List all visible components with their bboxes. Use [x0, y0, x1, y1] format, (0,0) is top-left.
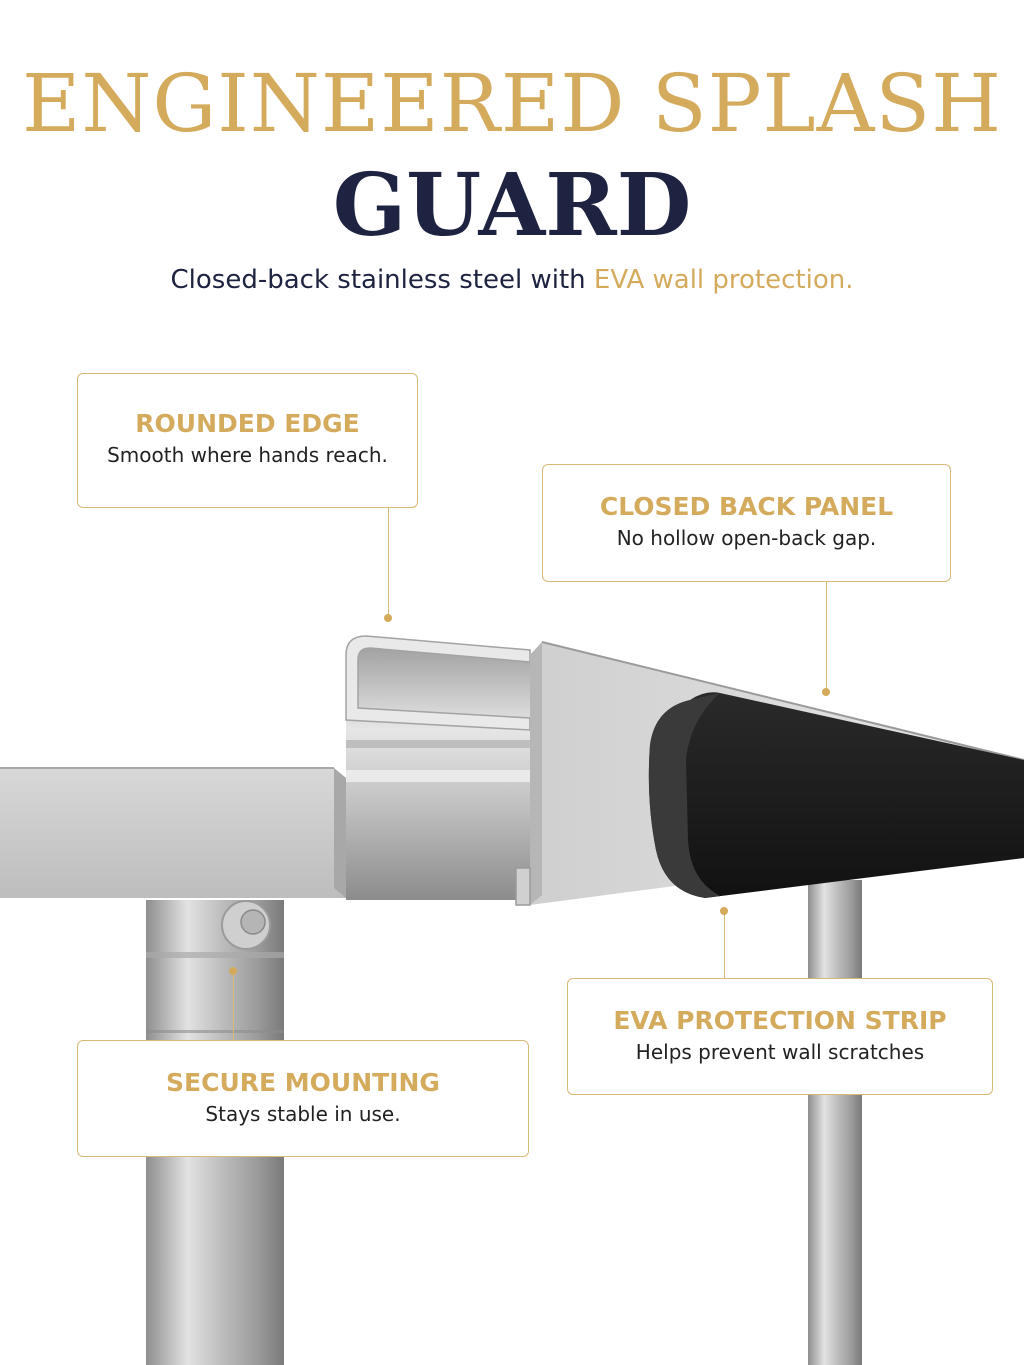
leader-line-rounded-edge: [388, 508, 389, 618]
subtitle-accent: EVA wall protection.: [593, 265, 854, 295]
subtitle: [0, 262, 1024, 298]
rounded-edge-channel: [346, 636, 530, 900]
leader-line-closed-back-panel: [826, 582, 827, 690]
leader-line-secure-mounting: [233, 974, 234, 1040]
callout-description: Stays stable in use.: [205, 1102, 401, 1126]
eva-foam-strip: [649, 692, 1024, 898]
callout-rounded-edge: [77, 373, 418, 508]
right-leg: [808, 880, 862, 1365]
headline-line-2: GUARD: [332, 155, 692, 256]
leader-dot-closed-back-panel: [822, 688, 830, 696]
leader-dot-eva-strip: [720, 907, 728, 915]
callout-secure-mounting: [77, 1040, 529, 1157]
callout-title: SECURE MOUNTING: [166, 1068, 440, 1097]
callout-closed-back-panel: [542, 464, 951, 582]
leader-dot-secure-mounting: [229, 967, 237, 975]
headline-line-1: ENGINEERED SPLASH: [21, 57, 1002, 150]
callout-eva-protection-strip: [567, 978, 993, 1095]
mounting-bolt: [222, 901, 270, 949]
splash-guard-illustration: [0, 560, 1024, 1365]
table-top: [0, 768, 346, 898]
leader-dot-rounded-edge: [384, 614, 392, 622]
callout-title: EVA PROTECTION STRIP: [613, 1006, 947, 1035]
callout-description: Helps prevent wall scratches: [635, 1040, 925, 1064]
callout-description: No hollow open-back gap.: [616, 526, 877, 550]
subtitle-main: Closed-back stainless steel with: [170, 265, 594, 295]
callout-description: Smooth where hands reach.: [107, 443, 388, 467]
callout-title: CLOSED BACK PANEL: [599, 492, 894, 521]
leader-line-eva-strip: [724, 914, 725, 978]
callout-title: ROUNDED EDGE: [135, 409, 360, 438]
